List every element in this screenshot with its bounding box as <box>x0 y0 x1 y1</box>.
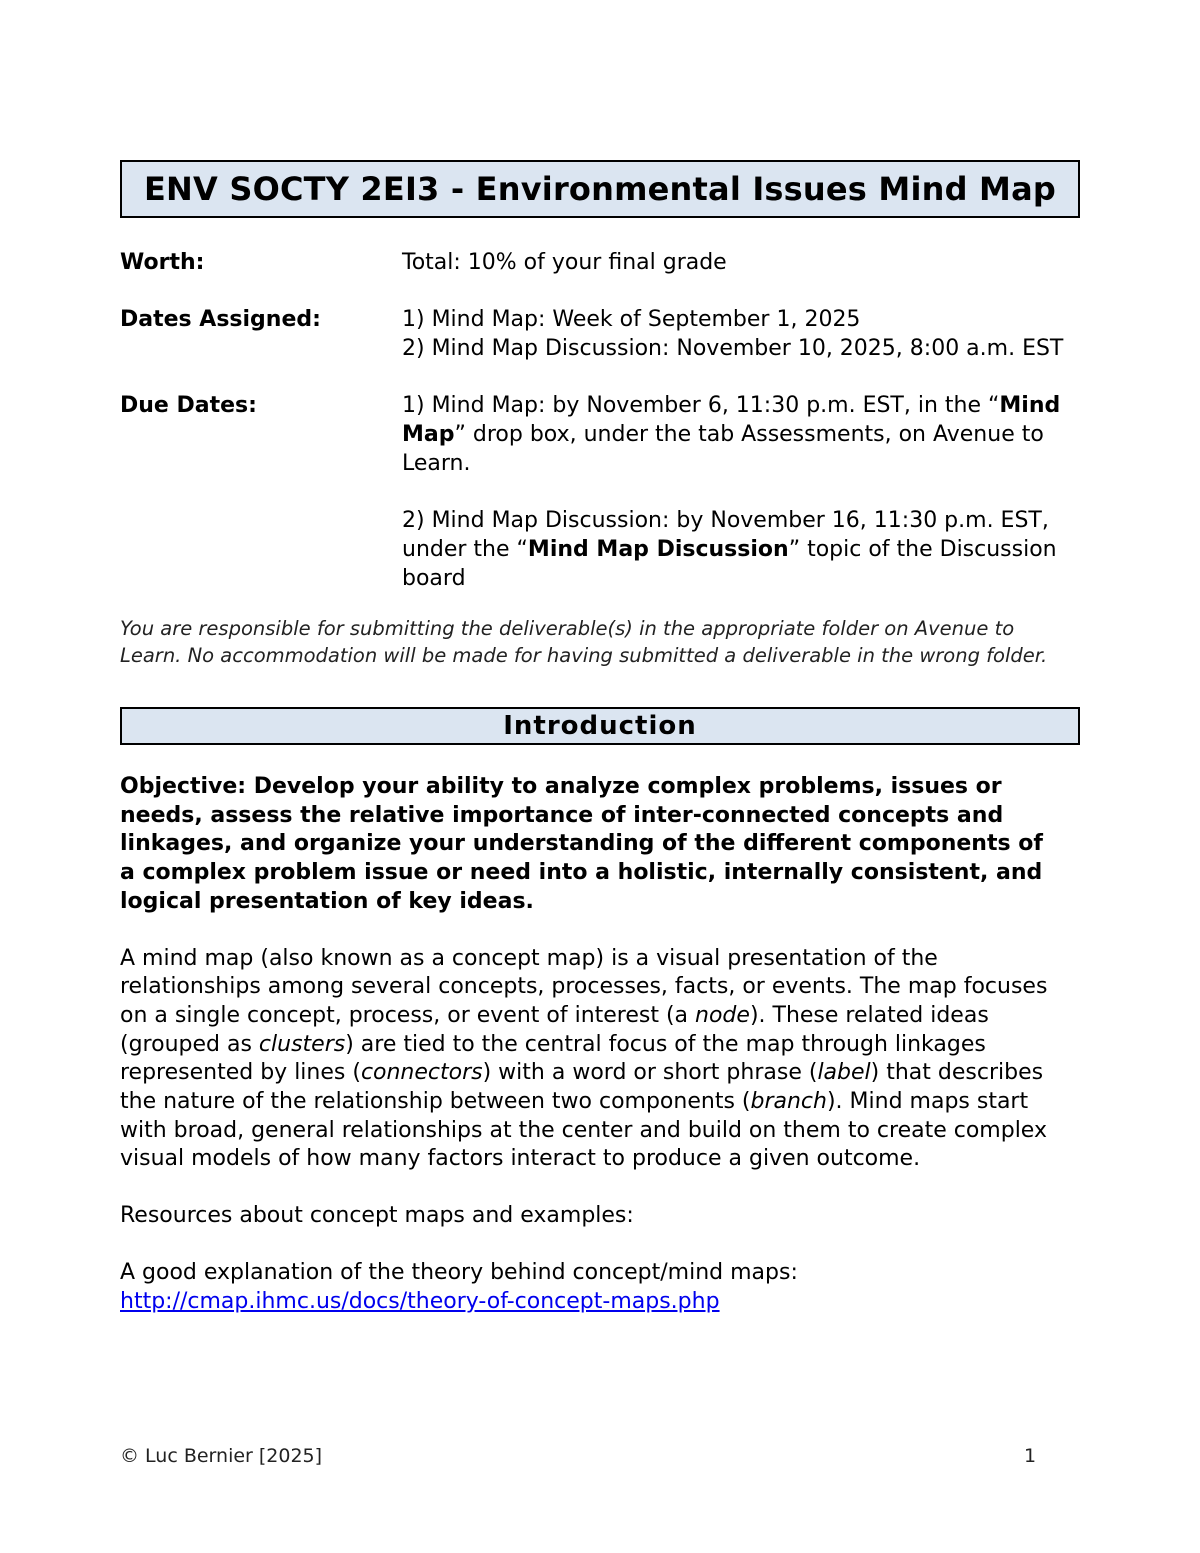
introduction-heading-box <box>120 707 1080 745</box>
dates-assigned-label: Dates Assigned: <box>120 307 321 332</box>
due-dates-value <box>402 391 1074 593</box>
footer-page-number: 1 <box>1024 1445 1037 1467</box>
worth-label: Worth: <box>120 250 205 275</box>
discussion-topic-name: Mind Map Discussion <box>527 537 789 562</box>
due-date-item-2: 2) Mind Map Discussion: by November 16, 11:30 p.m. EST, under the “Mind Map Discussion” topic of the Discussion board <box>402 508 1057 591</box>
document-title: ENV SOCTY 2EI3 - Environmental Issues Mind Map <box>144 170 1056 208</box>
submission-note: You are responsible for submitting the deliverable(s) in the appropriate folder on Avenue to Learn. No accommodation will be made for having submitted a deliverable in the wrong folder. <box>120 617 1048 667</box>
document-title-box <box>120 160 1080 218</box>
explanation-block <box>120 1259 1070 1316</box>
introduction-heading: Introduction <box>503 711 697 741</box>
mind-map-dropbox-name: Mind Map <box>402 393 1061 447</box>
intro-paragraph: A mind map (also known as a concept map) is a visual presentation of the relationships among several concepts, processes, facts, or events. The map focuses on a single concept, process, or event of interest (a node). These related ideas (grouped as clusters) are tied to the central focus of the map through linkages represented by lines (connectors) with a word or short phrase (label) that describes the nature of the relationship between two components (branch). Mind maps start with broad, general relationships at the center and build on them to create complex visual models of how many factors interact to produce a given outcome. <box>120 945 1048 1172</box>
objective-paragraph: Objective: Develop your ability to analyze complex problems, issues or needs, assess the relative importance of inter-connected concepts and linkages, and organize your understanding of the different components of a complex problem issue or need into a holistic, internally consistent, and logical presentation of key ideas. <box>120 774 1043 914</box>
dates-assigned-line-2: 2) Mind Map Discussion: November 10, 2025, 8:00 a.m. EST <box>402 336 1064 361</box>
theory-link[interactable]: http://cmap.ihmc.us/docs/theory-of-concept-maps.php <box>120 1288 720 1314</box>
assignment-info-table <box>120 248 1080 593</box>
explanation-line: A good explanation of the theory behind concept/mind maps: <box>120 1259 798 1285</box>
footer-copyright: © Luc Bernier [2025] <box>120 1445 323 1467</box>
worth-value: Total: 10% of your final grade <box>402 250 727 275</box>
due-dates-label: Due Dates: <box>120 393 257 418</box>
resources-line: Resources about concept maps and examples: <box>120 1203 634 1229</box>
dates-assigned-value <box>402 305 1074 363</box>
due-dates-row <box>120 391 1080 593</box>
worth-row <box>120 248 1080 277</box>
dates-assigned-line-1: 1) Mind Map: Week of September 1, 2025 <box>402 307 861 332</box>
dates-assigned-row <box>120 305 1080 363</box>
document-page <box>120 160 1080 1316</box>
due-date-item-1: 1) Mind Map: by November 6, 11:30 p.m. EST, in the “Mind Map” drop box, under the tab Assessments, on Avenue to Learn. <box>402 393 1061 476</box>
